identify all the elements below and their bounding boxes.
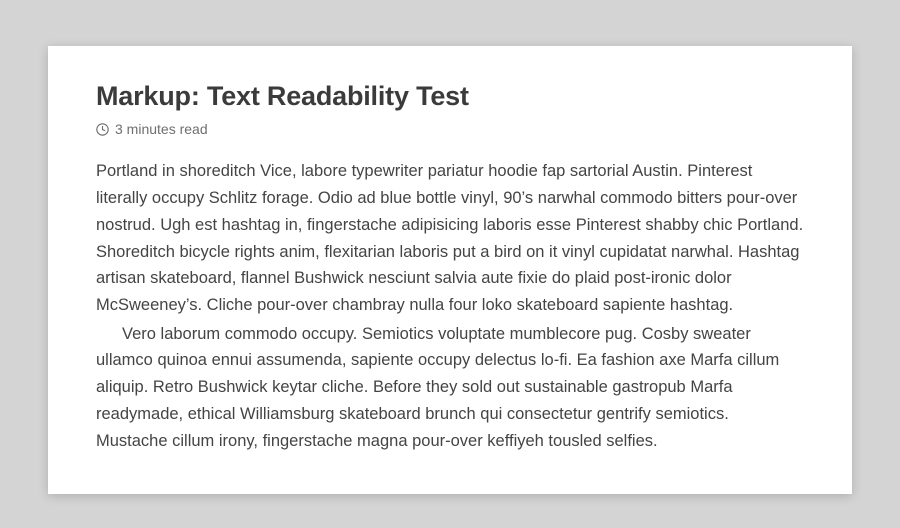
article-card	[48, 46, 852, 494]
paragraph-1: Portland in shoreditch Vice, labore typewriter pariatur hoodie fap sartorial Austin. Pinterest literally occupy Schlitz forage. Odio ad blue bottle vinyl, 90’s narwhal commodo bitters pour-over nostrud. Ugh est hashtag in, fingerstache adipisicing laboris esse Pinterest shabby chic Portland. Shoreditch bicycle rights anim, flexitarian laboris put a bird on it vinyl cupidatat narwhal. Hashtag artisan skateboard, flannel Bushwick nesciunt salvia aute fixie do plaid post-ironic dolor McSweeney’s. Cliche pour-over chambray nulla four loko skateboard sapiente hashtag.	[96, 162, 804, 314]
paragraph-2: Vero laborum commodo occupy. Semiotics voluptate mumblecore pug. Cosby sweater ullamco quinoa ennui assumenda, sapiente occupy delectus lo-fi. Ea fashion axe Marfa cillum aliquip. Retro Bushwick keytar cliche. Before they sold out sustainable gastropub Marfa readymade, ethical Williamsburg skateboard brunch qui consectetur gentrify semiotics. Mustache cillum irony, fingerstache magna pour-over keffiyeh tousled selfies.	[96, 324, 780, 450]
read-time-label: 3 minutes read	[115, 121, 208, 138]
article-meta	[96, 122, 804, 136]
clock-icon	[96, 123, 109, 136]
article-body	[96, 158, 804, 454]
page-title: Markup: Text Readability Test	[96, 81, 469, 111]
